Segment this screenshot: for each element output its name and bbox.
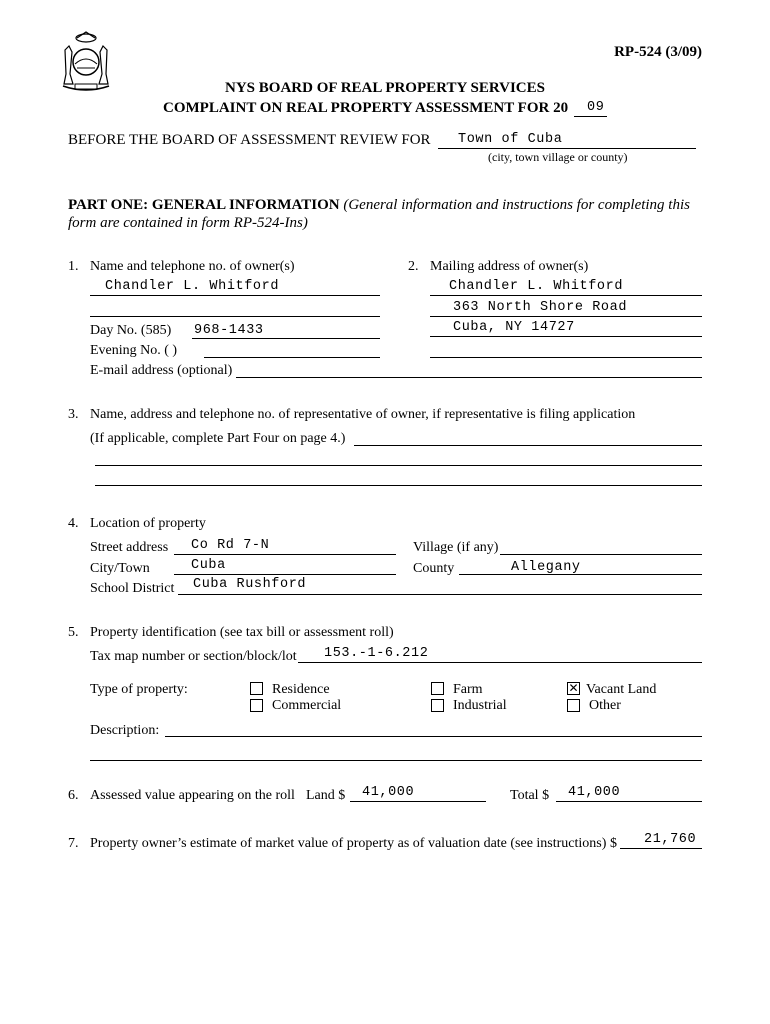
school-line <box>178 594 702 595</box>
village-line <box>500 554 702 555</box>
board-line <box>438 148 696 149</box>
checkbox-other[interactable] <box>567 699 580 712</box>
school-value[interactable]: Cuba Rushford <box>193 577 307 592</box>
school-label: School District <box>90 581 175 596</box>
county-value[interactable]: Allegany <box>511 560 581 575</box>
street-value[interactable]: Co Rd 7-N <box>191 538 270 553</box>
total-label: Total $ <box>510 788 550 803</box>
rep-line-1 <box>354 445 702 446</box>
rep-line-2 <box>95 465 702 466</box>
county-line <box>459 574 702 575</box>
type-other-label: Other <box>589 698 621 713</box>
board-hint: (city, town village or county) <box>488 150 628 164</box>
description-line-1 <box>165 736 702 737</box>
total-value[interactable]: 41,000 <box>568 785 621 800</box>
part-one-note-1: (General information and instructions for completing this <box>343 197 690 213</box>
agency-title: NYS BOARD OF REAL PROPERTY SERVICES <box>225 80 545 96</box>
day-phone-label: Day No. (585) <box>90 323 172 338</box>
q1-number: 1. <box>68 259 79 274</box>
day-phone-line <box>192 338 380 339</box>
street-line <box>174 554 396 555</box>
land-line <box>350 801 486 802</box>
day-phone-value[interactable]: 968-1433 <box>194 323 264 338</box>
q7-label: Property owner’s estimate of market value of property as of valuation date (see instructions) <box>90 836 607 851</box>
email-label: E-mail address (optional) <box>90 363 233 378</box>
complaint-title: COMPLAINT ON REAL PROPERTY ASSESSMENT FOR 20 <box>163 100 569 116</box>
market-value[interactable]: 21,760 <box>644 832 697 847</box>
q3-sub-label: (If applicable, complete Part Four on page 4.) <box>90 431 346 446</box>
total-line <box>556 801 702 802</box>
village-label: Village (if any) <box>413 540 499 555</box>
board-label: BEFORE THE BOARD OF ASSESSMENT REVIEW FOR <box>68 132 431 148</box>
county-label: County <box>413 561 455 576</box>
q4-label: Location of property <box>90 516 206 531</box>
q2-number: 2. <box>408 259 419 274</box>
q1-label: Name and telephone no. of owner(s) <box>90 259 295 274</box>
mailing-line-2-rule <box>430 316 702 317</box>
tax-map-label: Tax map number or section/block/lot <box>90 649 297 664</box>
type-commercial-label: Commercial <box>272 698 342 713</box>
board-value[interactable]: Town of Cuba <box>458 132 563 147</box>
q7-currency: $ <box>610 836 617 851</box>
part-one-heading-line <box>68 197 690 214</box>
q3-number: 3. <box>68 407 79 422</box>
checkbox-vacant-land[interactable]: ✕ <box>568 681 579 695</box>
year-value[interactable]: 09 <box>587 100 605 115</box>
evening-phone-label: Evening No. ( ) <box>90 343 178 358</box>
email-line <box>236 377 702 378</box>
city-line <box>174 574 396 575</box>
q5-label: Property identification (see tax bill or assessment roll) <box>90 625 394 640</box>
mailing-line-3-rule <box>430 336 702 337</box>
q2-label: Mailing address of owner(s) <box>430 259 589 274</box>
q4-number: 4. <box>68 516 79 531</box>
q7-number: 7. <box>68 836 79 851</box>
mailing-line-4-rule <box>430 357 702 358</box>
q6-number: 6. <box>68 788 79 803</box>
q6-label: Assessed value appearing on the roll <box>90 788 295 803</box>
q3-label: Name, address and telephone no. of representative of owner, if representative is filing application <box>90 407 636 422</box>
description-line-2 <box>90 760 702 761</box>
market-value-line <box>620 848 702 849</box>
q5-number: 5. <box>68 625 79 640</box>
mailing-line-2[interactable]: 363 North Shore Road <box>453 300 628 315</box>
type-label: Type of property: <box>90 682 188 697</box>
land-value[interactable]: 41,000 <box>362 785 415 800</box>
rep-line-3 <box>95 485 702 486</box>
checkbox-commercial[interactable] <box>250 699 263 712</box>
tax-map-value[interactable]: 153.-1-6.212 <box>324 646 429 661</box>
owner-name[interactable]: Chandler L. Whitford <box>105 279 280 294</box>
mailing-line-1[interactable]: Chandler L. Whitford <box>449 279 624 294</box>
tax-map-line <box>298 662 702 663</box>
mailing-line-3[interactable]: Cuba, NY 14727 <box>453 320 575 335</box>
land-label: Land $ <box>306 788 346 803</box>
part-one-heading: PART ONE: GENERAL INFORMATION <box>68 197 340 213</box>
checkbox-industrial[interactable] <box>431 699 444 712</box>
city-label: City/Town <box>90 561 150 576</box>
year-line <box>574 116 607 117</box>
checkbox-residence[interactable] <box>250 682 263 695</box>
mailing-line-1-rule <box>430 295 702 296</box>
owner-name-line <box>90 295 380 296</box>
type-farm-label: Farm <box>453 682 483 697</box>
owner-name-line-2 <box>90 316 380 317</box>
city-value[interactable]: Cuba <box>191 558 226 573</box>
form-number: RP-524 (3/09) <box>614 44 702 60</box>
checkbox-farm[interactable] <box>431 682 444 695</box>
type-vacant-land-label: Vacant Land <box>586 682 657 697</box>
type-industrial-label: Industrial <box>453 698 507 713</box>
part-one-note-2: form are contained in form RP-524-Ins) <box>68 215 308 231</box>
description-label: Description: <box>90 723 160 738</box>
street-label: Street address <box>90 540 169 555</box>
evening-phone-line <box>204 357 380 358</box>
type-residence-label: Residence <box>272 682 330 697</box>
